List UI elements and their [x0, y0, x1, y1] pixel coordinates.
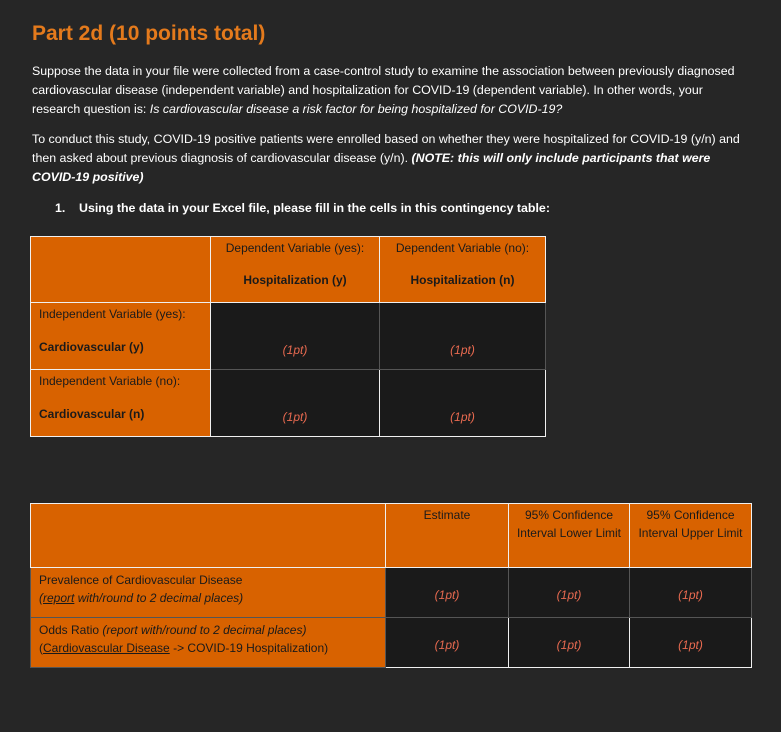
contingency-table — [30, 236, 546, 437]
row-header-line2 — [39, 589, 385, 607]
page-title: Part 2d (10 points total) — [32, 22, 266, 45]
intro-paragraph — [32, 62, 752, 119]
points-label: (1pt) — [556, 588, 582, 602]
underlined-text: Cardiovascular Disease — [43, 641, 170, 655]
points-label: (1pt) — [282, 410, 308, 424]
col-header-hosp-yes — [211, 237, 380, 303]
row-header-line2: Cardiovascular (n) — [39, 407, 145, 421]
underlined-text: report — [43, 591, 75, 605]
cell-b[interactable] — [380, 303, 546, 370]
cell-d[interactable] — [380, 370, 546, 437]
row-note: (report with/round to 2 decimal places) — [102, 623, 307, 637]
row-header-prevalence — [31, 568, 386, 618]
points-label: (1pt) — [282, 343, 308, 357]
cell-odds-upper[interactable] — [630, 618, 752, 668]
points-label: (1pt) — [450, 343, 475, 357]
cell-a[interactable] — [211, 303, 380, 370]
col-header-estimate — [386, 504, 509, 568]
row-direction: -> COVID-19 Hospitalization) — [169, 641, 329, 655]
paren-open: ( — [39, 591, 43, 605]
row-label: Odds Ratio — [39, 623, 103, 637]
row-header-line2: Cardiovascular (y) — [39, 340, 144, 354]
cell-prevalence-estimate[interactable] — [386, 568, 509, 618]
points-label: (1pt) — [556, 638, 582, 652]
points-label: (1pt) — [434, 638, 460, 652]
corner-cell — [31, 504, 386, 568]
method-note: (NOTE: this will only include participants that were COVID-19 positive) — [32, 151, 711, 184]
row-note: with/round to 2 decimal places) — [74, 591, 244, 605]
row-header-cardio-no — [31, 370, 211, 437]
col-header-text: 95% Confidence Interval Lower Limit — [516, 508, 622, 540]
question-text: Using the data in your Excel file, please fill in the cells in this contingency table: — [79, 201, 550, 215]
row-header-line1: Independent Variable (yes): — [39, 307, 186, 321]
estimates-table — [30, 503, 752, 668]
cell-c[interactable] — [211, 370, 380, 437]
col-header-line1: Dependent Variable (yes): — [225, 241, 365, 255]
cell-prevalence-lower[interactable] — [509, 568, 630, 618]
cell-odds-estimate[interactable] — [386, 618, 509, 668]
row-header-cardio-yes — [31, 303, 211, 370]
points-label: (1pt) — [678, 588, 703, 602]
question-number: 1. — [55, 201, 66, 215]
points-label: (1pt) — [434, 588, 460, 602]
row-header-line1: Independent Variable (no): — [39, 374, 181, 388]
cell-prevalence-upper[interactable] — [630, 568, 752, 618]
col-header-line2: Hospitalization (y) — [243, 273, 347, 287]
col-header-upper-limit — [630, 504, 752, 568]
cell-odds-lower[interactable] — [509, 618, 630, 668]
col-header-text: 95% Confidence Interval Upper Limit — [638, 508, 743, 540]
research-question: Is cardiovascular disease a risk factor for being hospitalized for COVID-19? — [149, 102, 563, 116]
row-header-line1: Prevalence of Cardiovascular Disease — [39, 573, 243, 587]
points-label: (1pt) — [450, 410, 475, 424]
row-header-line1 — [39, 621, 385, 639]
col-header-lower-limit — [509, 504, 630, 568]
intro-text: Suppose the data in your file were collected from a case-control study to examine the association between previously diagnosed cardiovascular disease (independent variable) and hospitalization for COVID-19 (dependent variable). In other words, your research question is: — [32, 64, 735, 116]
points-label: (1pt) — [678, 638, 703, 652]
row-header-line2 — [39, 639, 385, 657]
col-header-line1: Dependent Variable (no): — [395, 241, 530, 255]
method-paragraph — [32, 130, 752, 187]
question-1 — [55, 201, 550, 215]
col-header-text: Estimate — [423, 508, 471, 522]
col-header-line2: Hospitalization (n) — [410, 273, 515, 287]
method-text: To conduct this study, COVID-19 positive patients were enrolled based on whether they were hospitalized for COVID-19 (y/n) and then asked about previous diagnosis of cardiovascular disease (y/n). — [32, 132, 740, 165]
corner-cell — [31, 237, 211, 303]
paren-open: ( — [39, 641, 43, 655]
row-header-odds-ratio — [31, 618, 386, 668]
col-header-hosp-no — [380, 237, 546, 303]
